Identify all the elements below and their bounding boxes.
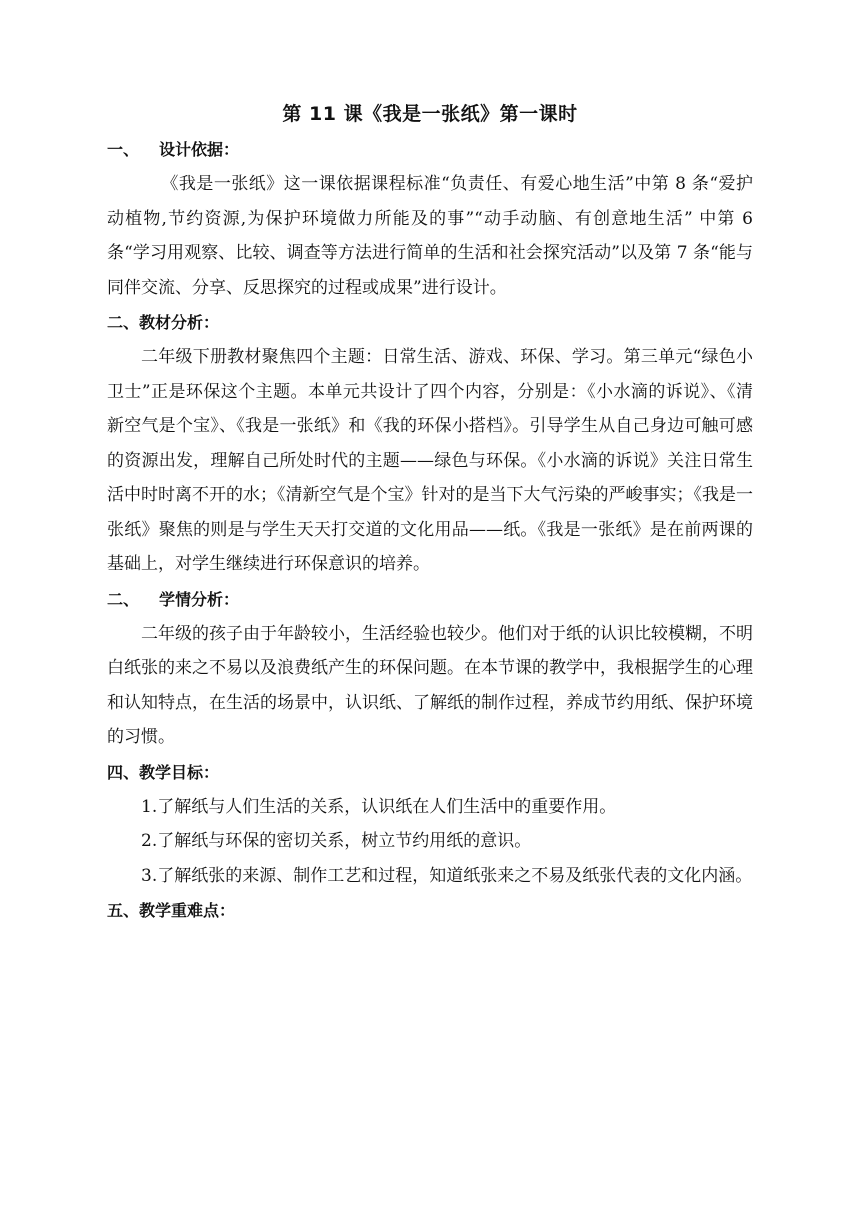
section-heading [107,582,753,617]
section-key-difficulties [107,893,753,928]
section-student-analysis [107,582,753,755]
section-title: 教材分析： [139,313,220,332]
document-title: 第 11 课《我是一张纸》第一课时 [282,103,578,125]
section-heading [107,305,753,340]
section-design-basis [107,132,753,305]
section-number: 二、 [107,313,140,332]
paragraph: 《我是一张纸》这一课依据课程标准“负责任、有爱心地生活”中第 8 条“爱护动植物,节约资源,为保护环境做力所能及的事”“动手动脑、有创意地生活” 中第 6 条“学习用观察、比较、调查等方法进行简单的生活和社会探究活动”以及第 7 条“能与同伴交流、分享、反思探究的过程或成果”进行设计。 [107,174,753,298]
goal-item: 1.了解纸与人们生活的关系，认识纸在人们生活中的重要作用。 [141,796,617,817]
section-number: 一、 [107,140,140,159]
section-teaching-goals [107,755,753,894]
section-textbook-analysis [107,305,753,582]
paragraph: 二年级的孩子由于年龄较小，生活经验也较少。他们对于纸的认识比较模糊，不明白纸张的来之不易以及浪费纸产生的环保问题。在本节课的教学中，我根据学生的心理和认知特点，在生活的场景中，认识纸、了解纸的制作过程，养成节约用纸、保护环境的习惯。 [107,623,753,747]
section-title: 学情分析： [159,589,240,609]
section-heading [107,755,753,790]
section-title: 教学目标： [139,762,220,782]
goal-item: 3.了解纸张的来源、制作工艺和过程，知道纸张来之不易及纸张代表的文化内涵。 [141,865,753,886]
section-title: 教学重难点： [139,901,236,920]
section-number: 二、 [107,589,140,609]
document-page [107,96,753,928]
section-title: 设计依据： [159,140,240,159]
section-heading [107,893,753,928]
section-number: 五、 [107,901,140,920]
section-heading [107,132,753,167]
section-number: 四、 [107,762,140,782]
goal-item: 2.了解纸与环保的密切关系，树立节约用纸的意识。 [141,831,532,851]
paragraph: 二年级下册教材聚焦四个主题：日常生活、游戏、环保、学习。第三单元“绿色小卫士”正是环保这个主题。本单元共设计了四个内容，分别是：《小水滴的诉说》、《清新空气是个宝》、《我是一张纸》和《我的环保小搭档》。引导学生从自己身边可触可感的资源出发，理解自己所处时代的主题——绿色与环保。《小水滴的诉说》关注日常生活中时时离不开的水；《清新空气是个宝》针对的是当下大气污染的严峻事实；《我是一张纸》聚焦的则是与学生天天打交道的文化用品——纸。《我是一张纸》是在前两课的基础上，对学生继续进行环保意识的培养。 [107,347,753,574]
